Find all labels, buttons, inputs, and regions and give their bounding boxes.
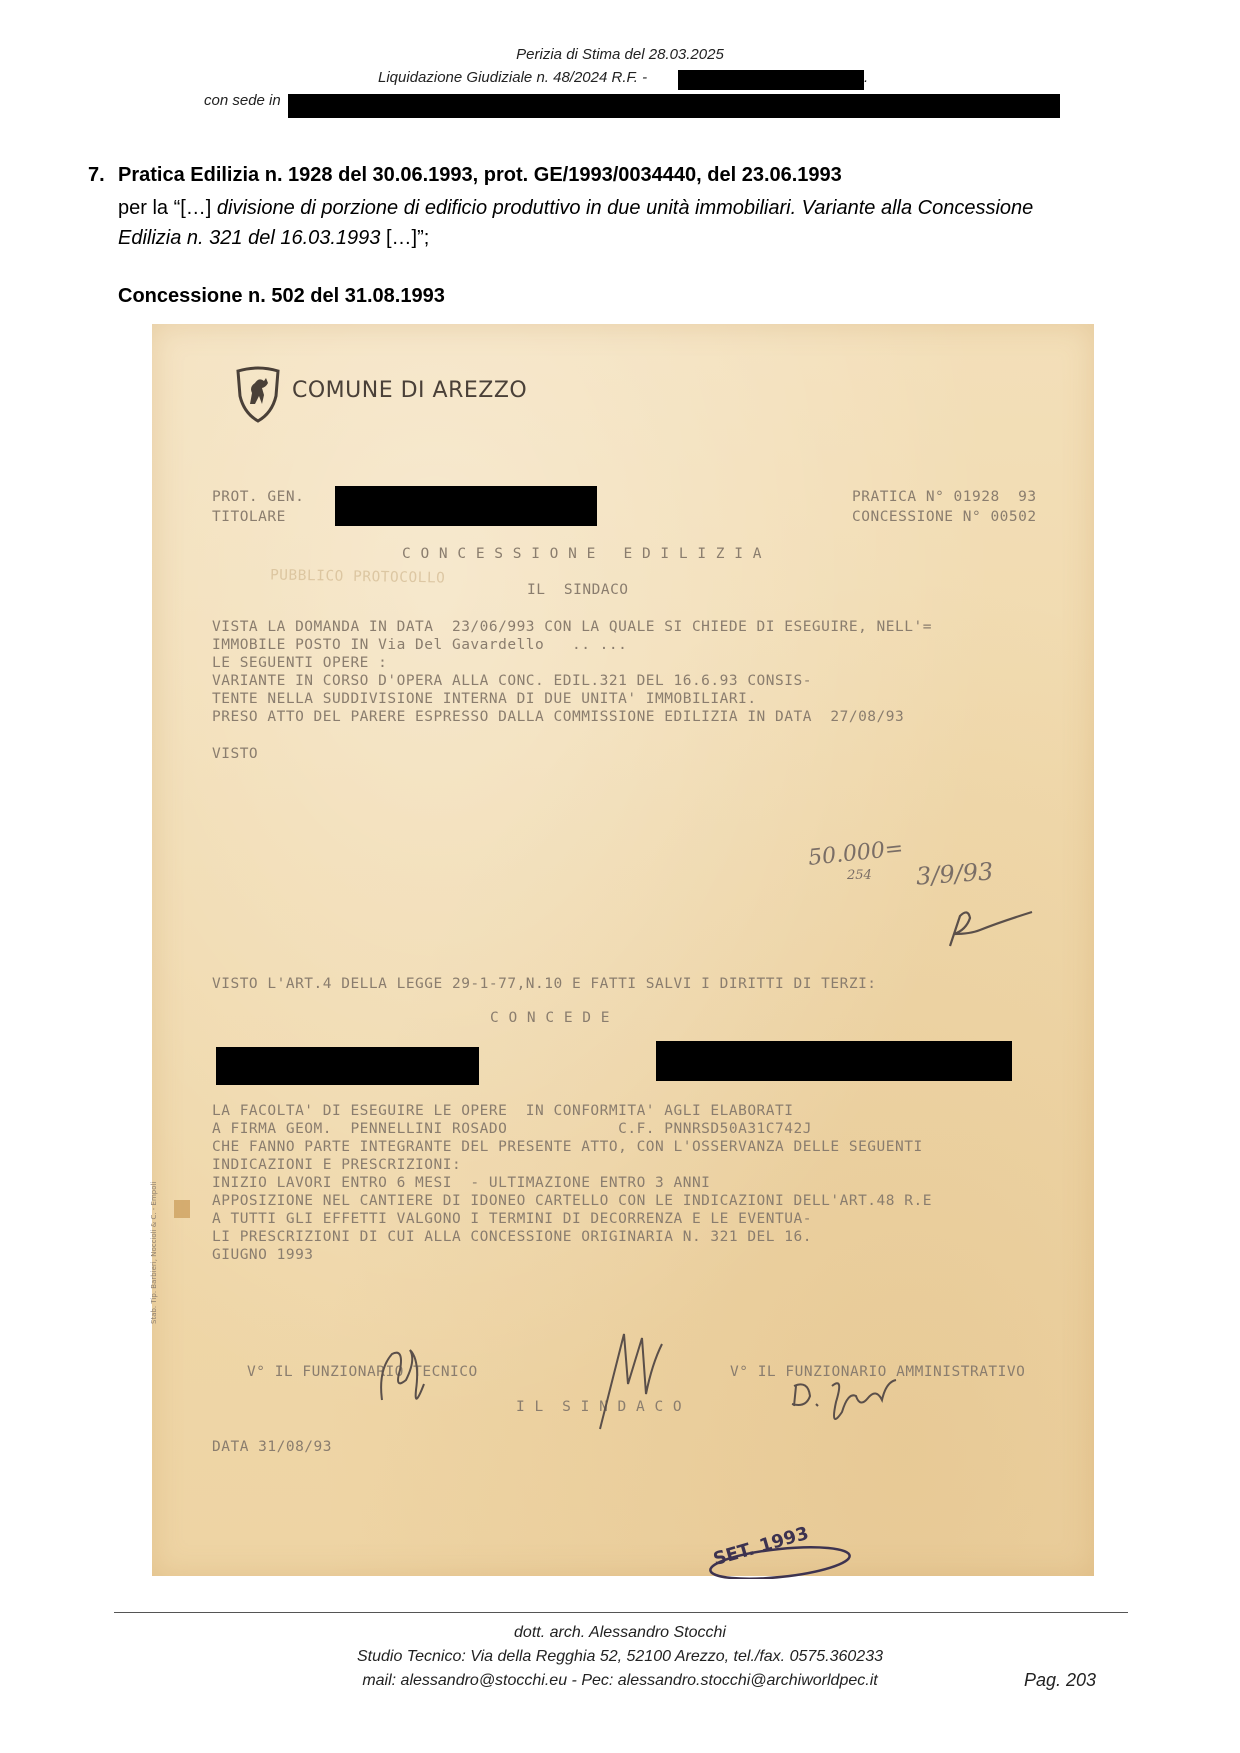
handwritten-amount: 50.000=: [806, 836, 905, 871]
sindaco-signature: [590, 1324, 670, 1434]
amministrativo-signature: [786, 1372, 916, 1442]
header-procedure-text: Liquidazione Giudiziale n. 48/2024 R.F. -: [378, 69, 648, 86]
header-report-title: Perizia di Stima del 28.03.2025: [516, 46, 724, 63]
facolta-line: INDICAZIONI E PRESCRIZIONI:: [212, 1157, 462, 1173]
footer-author: dott. arch. Alessandro Stocchi: [514, 1624, 726, 1641]
facolta-line: GIUGNO 1993: [212, 1247, 314, 1263]
sindaco-heading: IL SINDACO: [527, 582, 629, 598]
desc-suffix: […]”;: [380, 227, 430, 249]
body-line: VISTA LA DOMANDA IN DATA 23/06/993 CON LA QUALE SI CHIEDE DI ESEGUIRE, NELL'=: [212, 619, 932, 635]
date-stamp: SET. 1993: [711, 1522, 812, 1571]
body-line: VARIANTE IN CORSO D'OPERA ALLA CONC. EDIL.321 DEL 16.6.93 CONSIS-: [212, 673, 812, 689]
header-procedure: [378, 69, 647, 86]
section-heading: [88, 164, 842, 187]
facolta-line: A FIRMA GEOM. PENNELLINI ROSADO C.F. PNNRSD50A31C742J: [212, 1121, 812, 1137]
funzionario-amministrativo-label: V° IL FUNZIONARIO AMMINISTRATIVO: [730, 1364, 1026, 1380]
handwritten-date: 3/9/93: [915, 857, 995, 891]
faded-stamp-text: PUBBLICO PROTOCOLLO: [269, 567, 446, 587]
document-title: C O N C E S S I O N E E D I L I Z I A: [402, 546, 762, 562]
header-seat: con sede in: [204, 92, 281, 109]
facolta-line: CHE FANNO PARTE INTEGRANTE DEL PRESENTE ATTO, CON L'OSSERVANZA DELLE SEGUENTI: [212, 1139, 923, 1155]
body-line: TENTE NELLA SUDDIVISIONE INTERNA DI DUE UNITA' IMMOBILIARI.: [212, 691, 757, 707]
desc-prefix: per la “[…]: [118, 197, 217, 219]
section-title: Pratica Edilizia n. 1928 del 30.06.1993, prot. GE/1993/0034440, del 23.06.1993: [118, 164, 842, 186]
body-line: IMMOBILE POSTO IN Via Del Gavardello .. ...: [212, 637, 628, 653]
concessione-number: CONCESSIONE N° 00502: [852, 509, 1037, 525]
titolare-label: TITOLARE: [212, 509, 286, 525]
printer-imprint: Stab. Tip. Barbieri, Noccioli & C. - Empoli: [150, 1181, 158, 1324]
funzionario-tecnico-label: V° IL FUNZIONARIO TECNICO: [247, 1364, 478, 1380]
page-number: Pag. 203: [1024, 1670, 1097, 1690]
subsection-title: Concessione n. 502 del 31.08.1993: [118, 285, 445, 307]
body-line: PRESO ATTO DEL PARERE ESPRESSO DALLA COMMISSIONE EDILIZIA IN DATA 27/08/93: [212, 709, 905, 725]
tecnico-signature: [370, 1340, 440, 1420]
redaction-bar: [678, 70, 864, 90]
handwritten-ref: 254: [847, 868, 872, 883]
document-date: DATA 31/08/93: [212, 1439, 332, 1455]
il-sindaco-signature-label: I L S I N D A C O: [516, 1399, 683, 1415]
section-number: 7.: [88, 164, 105, 186]
concede-heading: C O N C E D E: [490, 1010, 610, 1026]
facolta-line: LA FACOLTA' DI ESEGUIRE LE OPERE IN CONFORMITA' AGLI ELABORATI: [212, 1103, 794, 1119]
facolta-line: APPOSIZIONE NEL CANTIERE DI IDONEO CARTELLO CON LE INDICAZIONI DELL'ART.48 R.E: [212, 1193, 932, 1209]
footer-divider: [114, 1612, 1128, 1613]
arezzo-coat-of-arms-icon: [235, 366, 281, 424]
footer-address: Studio Tecnico: Via della Regghia 52, 52100 Arezzo, tel./fax. 0575.360233: [356, 1648, 883, 1665]
facolta-line: A TUTTI GLI EFFETTI VALGONO I TERMINI DI DECORRENZA E LE EVENTUA-: [212, 1211, 812, 1227]
section-description: [118, 193, 1098, 253]
redaction-bar: [335, 486, 597, 526]
tape-mark: [174, 1200, 190, 1218]
header-procedure-tail: .: [864, 69, 869, 86]
redaction-bar: [656, 1041, 1012, 1081]
footer-contacts: mail: alessandro@stocchi.eu - Pec: alessandro.stocchi@archiworldpec.it: [362, 1672, 878, 1689]
body-line: LE SEGUENTI OPERE :: [212, 655, 388, 671]
visto-label: VISTO: [212, 746, 259, 762]
stamp-ring: [700, 1539, 860, 1579]
legge-line: VISTO L'ART.4 DELLA LEGGE 29-1-77,N.10 E FATTI SALVI I DIRITTI DI TERZI:: [212, 976, 877, 992]
initials-signature: [940, 904, 1040, 954]
comune-name: COMUNE DI AREZZO: [292, 378, 528, 403]
facolta-line: INIZIO LAVORI ENTRO 6 MESI - ULTIMAZIONE ENTRO 3 ANNI: [212, 1175, 711, 1191]
redaction-bar: [216, 1047, 479, 1085]
redaction-bar: [288, 94, 1060, 118]
scanned-concession-document: [152, 324, 1094, 1576]
pratica-number: PRATICA N° 01928 93: [852, 489, 1037, 505]
prot-gen-label: PROT. GEN.: [212, 489, 305, 505]
facolta-line: LI PRESCRIZIONI DI CUI ALLA CONCESSIONE ORIGINARIA N. 321 DEL 16.: [212, 1229, 812, 1245]
desc-italic: divisione di porzione di edificio produttivo in due unità immobiliari. Variante alla Concessione Edilizia n. 321 del 16.03.1993: [118, 197, 1034, 249]
